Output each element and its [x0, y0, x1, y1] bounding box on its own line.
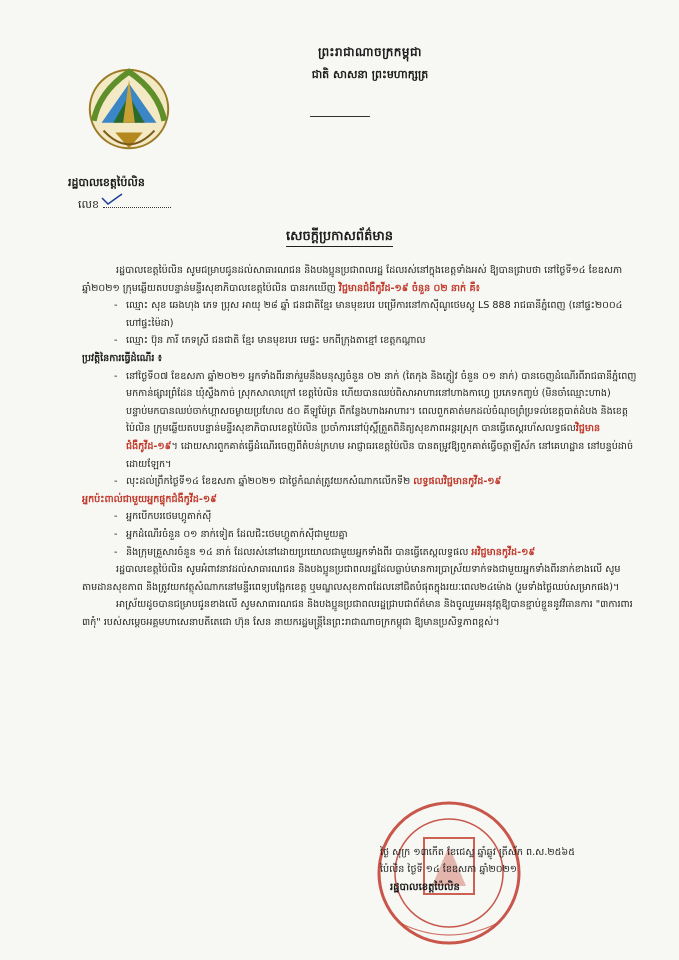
issuing-authority: រដ្ឋបាលខេត្តប៉ៃលិន — [68, 176, 145, 189]
lunar-date: ថ្ងៃ សុក្រ ១៣កើត ខែជេស្ឋ ឆ្នាំឆ្លូវ ត្រីស័ក ព.ស.២៥៦៥ — [380, 847, 576, 858]
date-block — [380, 844, 640, 878]
handwritten-check-mark — [100, 192, 124, 206]
pailin-province-emblem — [80, 62, 178, 160]
person-one: - ឈ្មោះ សុខ ឆេងហុង ភេទ ប្រុស អាយុ ២៨ ឆ្នាំ ជនជាតិខ្មែរ មានមុខរបរ បម្រើការនៅកាស៊ីណូថេមស្តូ LS 888 រាជធានីភ្នំពេញ (នៅផ្ទះ២០០៤ ហៅផ្ទះម៉ៃដា) — [82, 297, 637, 332]
second-test-result: លទ្ធផលវិជ្ជមានកូវីដ-១៩ — [413, 476, 502, 488]
reference-dots — [103, 207, 171, 208]
travel-history-tail: ។ ដោយសារពួកគាត់ធ្វើដំណើរចេញពីតំបន់ក្រហម អាជ្ញាធរខេត្តប៉ៃលិន បានតម្រូវឱ្យពួកគាត់ធ្វើចត្តាឡីស័ក នៅគេហដ្ឋាន នៅបន្ទប់ដាច់ដោយឡែក។ — [126, 440, 634, 470]
closing-paragraph: អាស្រ័យដូចបានជម្រាបជូនខាងលើ សូមសាធារណជន និងបងប្អូនប្រជាពលរដ្ឋជ្រាបជាព័ត៌មាន និងចូលរួមអនុវត្តឱ្យបានខ្ជាប់ខ្ជួននូវវិធានការ "៣ការពារ ៣កុំ" របស់សម្តេចអគ្គមហាសេនាបតីតេជោ ហ៊ុន សែន នាយករដ្ឋមន្ត្រីនៃព្រះរាជាណាចក្រកម្ពុជា ឱ្យមានប្រសិទ្ធភាពខ្ពស់។ — [82, 599, 633, 628]
contact-three — [82, 544, 637, 562]
travel-history-positive: វិជ្ជមានជំងឺកូវីដ-១៩ — [126, 423, 601, 452]
intro-text: រដ្ឋបាលខេត្តប៉ៃលិន សូមជម្រាបជូនដល់សាធារណជន និងបងប្អូនប្រជាពលរដ្ឋ ដែលរស់នៅក្នុងខេត្តទាំងអស់ ឱ្យបានជ្រាបថា នៅថ្ងៃទី១៤ ខែឧសភា ឆ្នាំ២០២១ ក្រុមឆ្លើយតបបន្ទាន់មន្ទីរសុខាភិបាលខេត្តប៉ៃលិន បានរកឃើញ — [82, 265, 623, 294]
header-divider — [310, 116, 370, 117]
travel-history-heading: ប្រវត្តិនៃការធ្វើដំណើរ ៖ — [82, 352, 162, 364]
person-two: - ឈ្មោះ ប៊ុន ភារី ភេទស្រី ជនជាតិ ខ្មែរ មានមុខរបរ មេផ្ទះ មកពីក្រុងតាខ្មៅ ខេត្តកណ្តាល — [82, 332, 637, 350]
travel-history-one — [82, 368, 637, 474]
contact-three-text: និងក្រុមគ្រួសារចំនួន ១៤ នាក់ ដែលរស់នៅដោយប្រយោលជាមួយអ្នកទាំងពីរ បានធ្វើតេស្តលទ្ធផល — [126, 546, 472, 558]
document-title-text: សេចក្តីប្រកាសព័ត៌មាន — [286, 229, 393, 247]
contact-two: - អ្នកដំណើរចំនួន ០១ នាក់ទៀត ដែលជិះថេមហ្គូតាក់ស៊ីជាមួយគ្នា — [82, 526, 637, 544]
travel-history-text: នៅថ្ងៃទី០៧ ខែឧសភា ឆ្នាំ២០២១ អ្នកទាំងពីរនាក់រួមនឹងមនុស្សចំនួន ០២ នាក់ (តៃកុង និងភ្ញៀវ ចំនួន ០១ នាក់) បានចេញដំណើរពីរាជធានីភ្នំពេញ មកកាន់ផ្សារព្រំដែន ឃុំស្ទឹងកាច់ ស្រុកសាលាក្រៅ ខេត្តប៉ៃលិន ហើយបានឈប់ពិសាអាហារនៅហាងកាហ្វេ ប្រភេទកញ្ចប់ (មិនចាំឈ្មោះហាង) បន្ទាប់មកបានឈប់ចាក់ហ្គាសចម្ងាយប្រហែល ៥០ គីឡូម៉ែត្រ ពីកន្លែងហាងអាហារ។ ពេលពួកគាត់មកដល់ចំណុចព្រំប្រទល់ខេត្តបាត់ដំបង និងខេត្តប៉ៃលិន ក្រុមឆ្លើយតបបន្ទាន់មន្ទីរសុខាភិបាលខេត្តប៉ៃលិន ប្រចាំការនៅប៉ុស្តិ៍ត្រួតពិនិត្យសុខភាពអន្តរស្រុក បានធ្វើតេស្តរហ័សលទ្ធផល — [126, 370, 637, 435]
reference-number — [78, 198, 171, 214]
signatory-title: រដ្ឋបាលខេត្តប៉ៃលិន — [390, 882, 460, 893]
appeal-paragraph: រដ្ឋបាលខេត្តប៉ៃលិន សូមអំពាវនាវដល់សាធារណជន និងបងប្អូនប្រជាពលរដ្ឋដែលធ្លាប់មានការប្រាស្រ័យទាក់ទងជាមួយអ្នកទាំងពីរនាក់ខាងលើ សូមតាមដានសុខភាព និងត្រូវយកវត្ថុសំណាកនៅមន្ទីរពេទ្យបង្អែកខេត្ត ឬមណ្ឌលសុខភាពដែលនៅជិតបំផុតក្នុងរយៈពេល២៤ម៉ោង (រួមទាំងថ្ងៃឈប់សម្រាកផង)។ — [82, 564, 621, 593]
document-body — [82, 262, 637, 631]
contact-one: - អ្នកបើកបរថេមហ្គូតាក់ស៊ី — [82, 508, 637, 526]
intro-paragraph — [82, 262, 637, 297]
document-title — [0, 228, 679, 247]
travel-history-two — [82, 473, 637, 491]
national-motto: ជាតិ សាសនា ព្រះមហាក្សត្រ — [311, 68, 429, 81]
contacts-heading: អ្នកប៉ះពាល់ជាមួយអ្នកផ្ទុកជំងឺកូវីដ-១៩ — [82, 493, 217, 505]
second-test-text: លុះដល់ព្រឹកថ្ងៃទី១៤ ខែឧសភា ឆ្នាំ២០២១ ជាថ្ងៃកំណត់ត្រូវយកសំណាកលើកទី២ — [126, 476, 414, 488]
reference-label: លេខ — [78, 198, 99, 211]
intro-positive-count: វិជ្ជមានជំងឺកូវីដ-១៩ ចំនួន ០២ នាក់ គឺ៖ — [338, 282, 480, 294]
kingdom-heading: ព្រះរាជាណាចក្រកម្ពុជា — [318, 45, 422, 59]
solar-date: ប៉ៃលិន ថ្ងៃទី ១៤ ខែឧសភា ឆ្នាំ២០២១ — [380, 864, 518, 875]
contact-three-result: អវិជ្ជមានកូវីដ-១៩ — [471, 546, 536, 558]
